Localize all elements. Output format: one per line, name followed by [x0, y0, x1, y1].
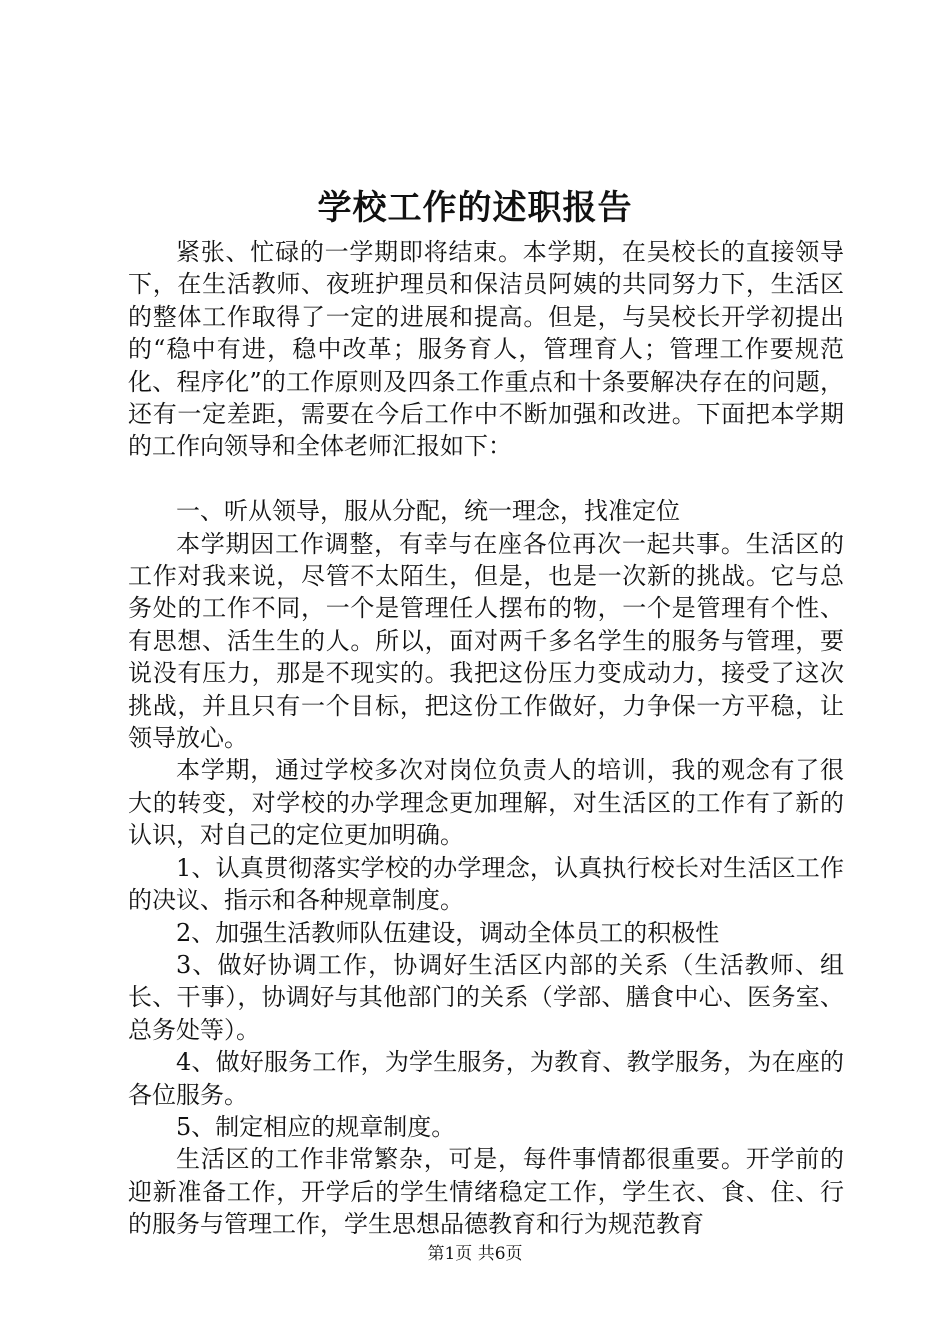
paragraph-training: 本学期，通过学校多次对岗位负责人的培训，我的观念有了很大的转变，对学校的办学理念更加理解，对生活区的工作有了新的认识，对自己的定位更加明确。	[128, 756, 844, 850]
document-title: 学校工作的述职报告	[317, 188, 633, 228]
document-body	[128, 236, 844, 1241]
list-item-3: 3、做好协调工作，协调好生活区内部的关系（生活教师、组长、干事），协调好与其他部门的关系（学部、膳食中心、医务室、总务处等）。	[128, 950, 844, 1044]
list-item-1: 1、认真贯彻落实学校的办学理念，认真执行校长对生活区工作的决议、指示和各种规章制度。	[128, 853, 844, 915]
section-heading-1: 一、听从领导，服从分配，统一理念，找准定位	[176, 497, 680, 526]
list-item-5: 5、制定相应的规章制度。	[176, 1112, 456, 1141]
paragraph-section1: 本学期因工作调整，有幸与在座各位再次一起共事。生活区的工作对我来说，尽管不太陌生，但是，也是一次新的挑战。它与总务处的工作不同，一个是管理任人摆布的物，一个是管理有个性、有思想、活生生的人。所以，面对两千多名学生的服务与管理，要说没有压力，那是不现实的。我把这份压力变成动力，接受了这次挑战，并且只有一个目标，把这份工作做好，力争保一方平稳，让领导放心。	[128, 529, 844, 753]
paragraph-living-area: 生活区的工作非常繁杂，可是，每件事情都很重要。开学前的迎新准备工作，开学后的学生情绪稳定工作，学生衣、食、住、行的服务与管理工作，学生思想品德教育和行为规范教育	[128, 1145, 844, 1239]
list-item-2: 2、加强生活教师队伍建设，调动全体员工的积极性	[176, 918, 720, 947]
page-footer: 第1页 共6页	[427, 1244, 523, 1264]
paragraph-spacer	[128, 463, 844, 495]
list-item-4: 4、做好服务工作，为学生服务，为教育、教学服务，为在座的各位服务。	[128, 1048, 844, 1109]
paragraph-intro: 紧张、忙碌的一学期即将结束。本学期，在吴校长的直接领导下，在生活教师、夜班护理员和保洁员阿姨的共同努力下，生活区的整体工作取得了一定的进展和提高。但是，与吴校长开学初提出的“稳中有进，稳中改革；服务育人，管理育人；管理工作要规范化、程序化”的工作原则及四条工作重点和十条要解决存在的问题，还有一定差距，需要在今后工作中不断加强和改进。下面把本学期的工作向领导和全体老师汇报如下：	[128, 238, 844, 461]
